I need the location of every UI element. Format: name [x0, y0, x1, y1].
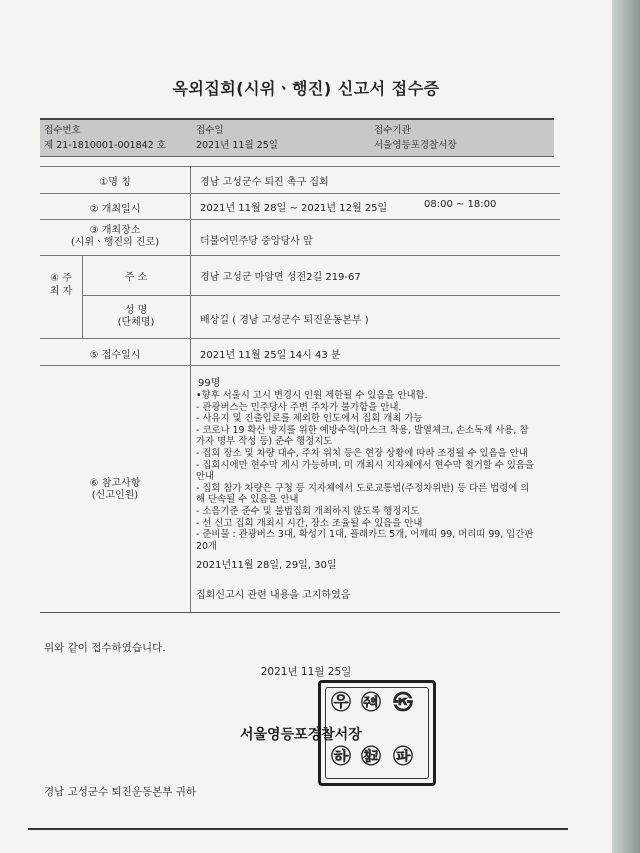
place-label-line-1: ③ 개최장소	[89, 225, 141, 236]
assembly-name: 경남 고성군수 퇴진 촉구 집회	[200, 177, 329, 188]
date-label: ② 개최일시	[89, 204, 141, 215]
participant-count: 99명	[198, 378, 221, 389]
note-line: 안내	[196, 471, 215, 483]
receipt-statement: 위와 같이 접수하였습니다.	[44, 642, 166, 654]
note-line: - 선 신고 집회 개최시 시간, 장소 조율될 수 있음을 안내	[196, 517, 423, 529]
note-line: 해 단속될 수 있음을 안내	[196, 494, 299, 506]
notes-label-line-1: ⑥ 참고사항	[89, 478, 141, 489]
background-edge	[612, 0, 640, 853]
notes-dates: 2021년11월 28일, 29일, 30일	[196, 560, 337, 571]
receipt-time-label: ⑤ 접수일시	[89, 350, 141, 361]
recipient: 경남 고성군수 퇴진운동본부 귀하	[44, 786, 197, 798]
notes-footer: 집회신고시 관련 내용을 고지하였음	[196, 590, 351, 601]
note-line: - 집회 참가 차량은 구청 등 지자체에서 도로교통법(주정차위반) 등 다른 법령에 의	[196, 482, 530, 494]
note-line: - 코로나 19 확산 방지를 위한 예방수칙(마스크 착용, 발열체크, 손소독제 사용, 참	[196, 424, 529, 436]
document-title: 옥외집회(시위ㆍ행진) 신고서 접수증	[172, 79, 440, 98]
receipt-header	[40, 118, 554, 157]
assembly-period: 2021년 11월 28일 ~ 2021년 12월 25일	[200, 203, 388, 214]
notes-label-line-2: (신고인원)	[91, 490, 139, 501]
note-line: - 준비물 : 관광버스 3대, 확성기 1대, 플래카드 5개, 어깨띠 99, 머리띠 99, 입간판	[196, 529, 534, 541]
note-line: - 집회시에만 현수막 게시 가능하며, 미 개최시 지자체에서 현수막 철거할 수 있음을	[196, 459, 535, 471]
note-line: 20개	[196, 540, 217, 552]
receiving-agency-label: 접수기관	[374, 125, 411, 136]
organizer-name: 배상길 ( 경남 고성군수 퇴진운동본부 )	[200, 315, 369, 326]
note-line: - 소음기준 준수 및 불법집회 개최하지 않도록 행정지도	[196, 505, 420, 517]
organizer-address: 경남 고성군 마암면 성전2길 219-67	[200, 272, 361, 283]
note-line: •향후 서울시 고시 변경시 인원 제한될 수 있음을 안내함.	[196, 390, 428, 401]
footer-divider	[28, 828, 568, 830]
receipt-date-label: 접수일	[196, 125, 224, 136]
receipt-number-label: 접수번호	[44, 125, 81, 136]
receipt-time: 2021년 11월 25일 14시 43 분	[200, 350, 341, 361]
note-line: - 관광버스는 민주당사 주변 주차가 불가함을 안내.	[196, 401, 402, 413]
assembly-hours: 08:00 ~ 18:00	[424, 199, 497, 210]
place-label	[40, 225, 190, 249]
person-label-line-2: (단체명)	[117, 317, 155, 328]
receipt-number: 제 21-1810001-001842 호	[44, 140, 166, 151]
place-label-line-2: (시위ㆍ행진의 진로)	[70, 237, 160, 248]
receiving-agency: 서울영등포경찰서장	[374, 140, 457, 151]
notes-list	[196, 390, 558, 552]
issuer-name: 서울영등포경찰서장	[240, 727, 362, 743]
note-line: - 집회 장소 및 차량 대수, 주차 위치 등은 현장 상황에 따라 조정될 수 있음을 안내	[196, 447, 528, 459]
note-line: - 사유지 및 진출입로를 제외한 인도에서 집회 개최 가능	[196, 413, 423, 425]
receipt-date: 2021년 11월 25일	[196, 140, 278, 151]
address-label: 주 소	[124, 272, 148, 283]
name-label: ①명 칭	[99, 177, 131, 188]
person-label-line-1: 성 명	[124, 305, 148, 316]
issue-date: 2021년 11월 25일	[260, 666, 352, 678]
assembly-place: 더불어민주당 중앙당사 앞	[200, 236, 313, 247]
notes-label	[40, 478, 190, 502]
note-line: 가자 명부 작성 등) 준수 행정지도	[196, 436, 333, 448]
person-label	[82, 305, 190, 329]
organizer-side-label: ④ 주 최 자	[49, 273, 73, 297]
official-seal-icon: ㉾ ㉽ ㉿ ㉻ ㉼ ㉺	[318, 680, 436, 786]
